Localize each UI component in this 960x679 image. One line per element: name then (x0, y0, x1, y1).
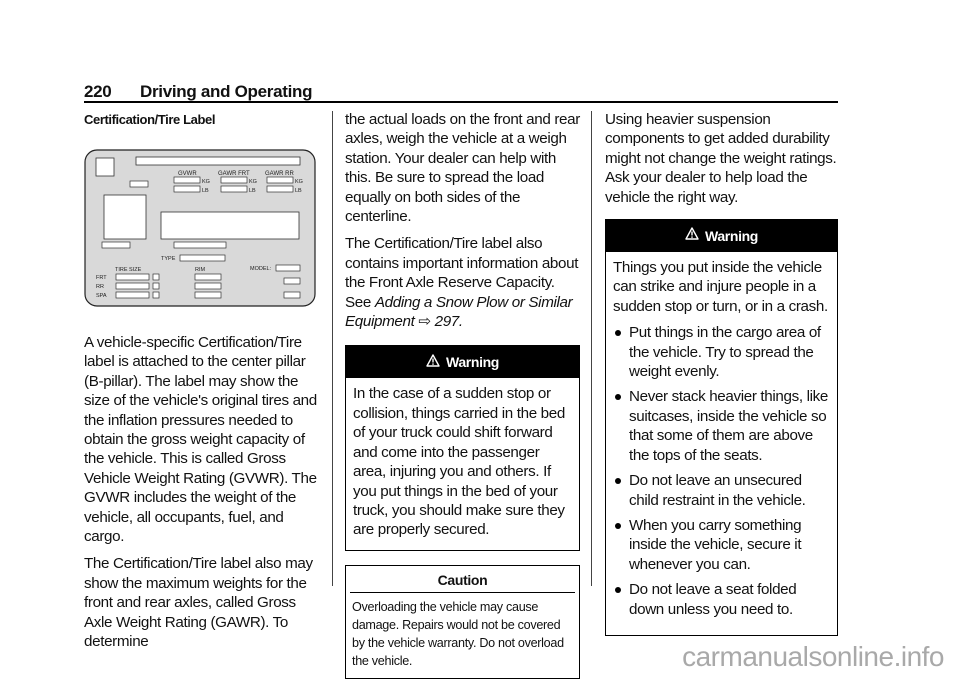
page-reference[interactable]: 297 (434, 313, 459, 331)
paragraph: The Certification/Tire label also contains important information about the Front Axle Reserve Capacity. See Adding a Snow Plow or Similar Equipment ⇨ 297. (345, 235, 579, 331)
warning-box (605, 219, 838, 636)
column-1 (84, 110, 324, 129)
warning-header (346, 346, 579, 378)
bullet-icon (615, 330, 621, 336)
section-title: Driving and Operating (140, 82, 313, 101)
certification-tire-label-figure (84, 138, 324, 318)
warning-box (345, 345, 580, 550)
warning-list (613, 323, 830, 619)
caution-box (345, 565, 580, 679)
svg-text:FRT: FRT (96, 275, 107, 281)
warning-title: Warning (445, 354, 500, 371)
warning-triangle-icon (685, 219, 699, 251)
fig-text-gawr-rr: GAWR RR (265, 171, 294, 177)
svg-text:SPA: SPA (96, 293, 107, 299)
list-item: Put things in the cargo area of the vehicle. Try to spread the weight evenly. (613, 323, 830, 381)
cross-reference-link[interactable]: Adding a Snow Plow or Similar Equipment (345, 293, 573, 331)
svg-text:RR: RR (96, 284, 104, 290)
warning-title: Warning (704, 228, 759, 245)
column-1-text (84, 333, 326, 660)
caution-title: Caution (350, 566, 575, 593)
svg-text:LB: LB (295, 188, 302, 194)
column-divider-1 (332, 111, 333, 586)
paragraph: the actual loads on the front and rear axles, weigh the vehicle at a weigh station. Your dealer can help with this. Be sure to spread the load equally on both sides of the centerline. (345, 111, 580, 226)
svg-text:KG: KG (202, 179, 210, 185)
figure-title: Certification/Tire Label (84, 112, 216, 127)
list-item: Never stack heavier things, like suitcases, inside the vehicle so that some of them are above the tops of the seats. (613, 387, 830, 465)
paragraph: Using heavier suspension components to get added durability might not change the weight ratings. Ask your dealer to help load the vehicle the right way. (605, 111, 837, 206)
bullet-icon (615, 478, 621, 484)
list-item: Do not leave a seat folded down unless you need to. (613, 580, 830, 619)
svg-text:TYPE: TYPE (161, 256, 176, 262)
page-reference-arrow-icon: ⇨ (418, 313, 431, 331)
svg-text:TIRE SIZE: TIRE SIZE (115, 267, 142, 273)
fig-text-gawr-frt: GAWR FRT (218, 171, 250, 177)
warning-body: Things you put inside the vehicle can strike and injure people in a sudden stop or turn, or in a crash. Put things in the cargo area of the vehicle. Try to spread the weight evenly. Never stack heavier things, like suitcases, inside the vehicle so that some of them are above the tops of the seats. Do not leave an unsecured child restraint in the vehicle. When you carry something inside the vehicle, secure it whenever you can. Do not leave a seat folded down unless you need to. (613, 259, 828, 618)
paragraph: A vehicle-specific Certification/Tire label is attached to the center pillar (B-pillar). The label may show the size of the vehicle's original tires and the inflation pressures needed to obtain the gross weight capacity of the vehicle. This is called Gross Vehicle Weight Rating (GVWR). The GVWR includes the weight of the vehicle, all occupants, fuel, and cargo. (84, 334, 317, 546)
svg-text:KG: KG (295, 179, 303, 185)
bullet-icon (615, 523, 621, 529)
svg-text:LB: LB (202, 188, 209, 194)
header-rule (84, 101, 838, 103)
svg-text:RIM: RIM (195, 267, 206, 273)
svg-text:LB: LB (249, 188, 256, 194)
svg-text:MODEL:: MODEL: (250, 266, 272, 272)
warning-body: In the case of a sudden stop or collision, things carried in the bed of your truck could shift forward and come into the passenger area, injuring you and others. If you put things in the bed of your truck, you should make sure they are properly secured. (353, 385, 565, 539)
warning-triangle-icon (426, 346, 440, 378)
column-divider-2 (591, 111, 592, 586)
page-number: 220 (84, 82, 112, 101)
list-item: When you carry something inside the vehicle, secure it whenever you can. (613, 516, 830, 574)
bullet-icon (615, 587, 621, 593)
svg-text:KG: KG (249, 179, 257, 185)
paragraph: The Certification/Tire label also may show the maximum weights for the front and rear axles, called Gross Axle Weight Rating (GAWR). To determine (84, 555, 313, 651)
list-item: Do not leave an unsecured child restraint in the vehicle. (613, 471, 830, 510)
warning-header (606, 220, 837, 252)
column-3 (605, 110, 838, 636)
column-2 (345, 110, 580, 679)
fig-text-gvwr: GVWR (178, 171, 197, 177)
bullet-icon (615, 394, 621, 400)
caution-body: Overloading the vehicle may cause damage. Repairs would not be covered by the vehicle warranty. Do not overload the vehicle. (352, 599, 564, 668)
watermark: carmanualsonline.info (682, 641, 944, 672)
